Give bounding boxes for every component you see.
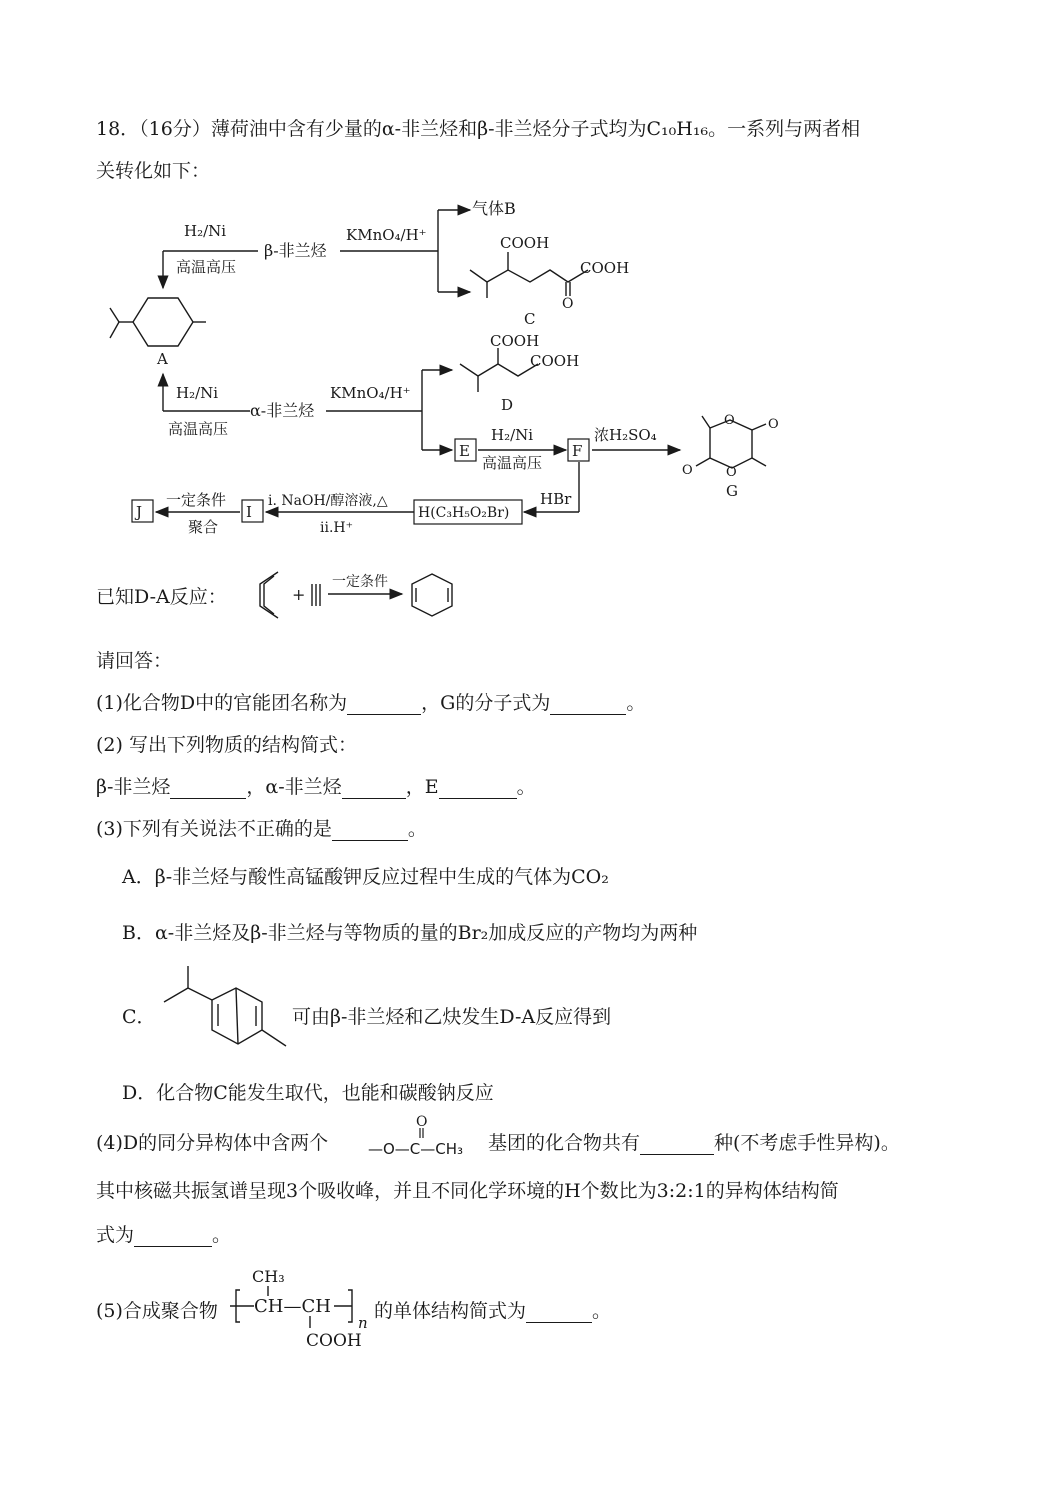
q4-part-b-line [488, 1128, 900, 1155]
polymer-chain: CH—CH [254, 1296, 331, 1317]
h2ni-bottom: H₂/Ni [176, 384, 219, 402]
high-pressure-bottom: 高温高压 [168, 420, 229, 438]
q3-end: 。 [407, 818, 427, 840]
label-i: I [246, 503, 252, 521]
q3-blank[interactable] [332, 818, 408, 841]
conc-h2so4: 浓H₂SO₄ [594, 426, 657, 444]
compound-d-structure [460, 348, 538, 392]
q4-blank-count[interactable] [640, 1132, 714, 1155]
q2-sep-2: ， [405, 776, 425, 798]
q4-group: —O—C—CH₃ [368, 1140, 464, 1158]
polymer-ch3: CH₃ [252, 1267, 285, 1286]
c-cooh-top: COOH [500, 234, 550, 252]
q3-option-d: D．化合物C能发生取代，也能和碳酸钠反应 [122, 1082, 494, 1104]
q1-blank-1[interactable] [347, 692, 421, 715]
q3 [96, 814, 427, 841]
compound-a-structure [110, 298, 206, 346]
q4-line-3 [96, 1220, 231, 1247]
c-cooh-right: COOH [580, 259, 630, 277]
q4-line-2: 其中核磁共振氢谱呈现3个吸收峰，并且不同化学环境的H个数比为3:2:1的异构体结构简 [96, 1180, 839, 1202]
q3-option-c: 可由β-非兰烃和乙炔发生D-A反应得到 [292, 1006, 612, 1028]
q2-blank-beta[interactable] [170, 776, 246, 799]
q2-blank-e[interactable] [439, 776, 517, 799]
high-pressure-ef: 高温高压 [482, 454, 543, 472]
h2ni-ef: H₂/Ni [491, 426, 534, 444]
gas-b-label: 气体B [472, 199, 516, 218]
q5-part-a: (5)合成聚合物 [96, 1300, 218, 1322]
label-d: D [501, 396, 514, 414]
q3-option-a: A．β-非兰烃与酸性高锰酸钾反应过程中生成的气体为CO₂ [122, 866, 609, 888]
label-c: C [524, 310, 536, 328]
q2-answers [96, 772, 536, 799]
q4-line-3-text: 式为 [96, 1224, 135, 1246]
g-keto-o-left: O [682, 463, 693, 478]
q2-beta: β-非兰烃 [96, 776, 171, 798]
label-j: J [136, 503, 143, 521]
hplus-condition: ii.H⁺ [320, 520, 354, 536]
da-condition: 一定条件 [332, 574, 388, 590]
q2-blank-alpha[interactable] [342, 776, 406, 799]
q1-end: 。 [626, 692, 646, 714]
q4-group-bond [412, 1126, 432, 1140]
diels-alder-diagram [250, 566, 470, 624]
label-g: G [726, 482, 738, 500]
question-line-2: 关转化如下： [96, 160, 211, 182]
q1-part-b: ，G的分子式为 [421, 692, 551, 714]
polymer-structure [228, 1264, 378, 1354]
g-ring-o-top: O [724, 413, 735, 428]
kmno4-top: KMnO₄/H⁺ [346, 226, 427, 244]
c-keto-o: O [562, 296, 574, 312]
q2-sep-1: ， [246, 776, 266, 798]
label-f: F [572, 442, 583, 460]
kmno4-bottom: KMnO₄/H⁺ [330, 384, 411, 402]
high-pressure-top: 高温高压 [176, 258, 237, 276]
q2-alpha: α-非兰烃 [265, 776, 342, 798]
d-cooh-top: COOH [490, 332, 540, 350]
naoh-condition: i. NaOH/醇溶液,△ [268, 493, 388, 509]
condition-ij: 一定条件 [166, 491, 227, 509]
label-e: E [459, 442, 470, 460]
polymer-cooh: COOH [306, 1331, 362, 1351]
g-keto-o-right: O [768, 417, 779, 432]
da-plus: + [292, 585, 306, 604]
q4-part-c: 种(不考虑手性异构)。 [714, 1132, 900, 1154]
q4-blank-structure[interactable] [134, 1224, 212, 1247]
q4-part-a: (4)D的同分异构体中含两个 [96, 1132, 329, 1154]
polymerize-label: 聚合 [188, 518, 219, 536]
compound-c-structure [470, 252, 588, 298]
q2-title: (2) 写出下列物质的结构简式： [96, 734, 357, 756]
q4-part-b: 基团的化合物共有 [488, 1132, 641, 1154]
q2-e: E [424, 776, 439, 798]
q1-part-a: (1)化合物D中的官能团名称为 [96, 692, 348, 714]
beta-label: β-非兰烃 [264, 241, 327, 260]
known-da-label: 已知D-A反应： [96, 586, 227, 608]
polymer-n: n [358, 1314, 368, 1332]
q3-option-c-label: C． [122, 1006, 156, 1028]
q4-group-o: O [416, 1114, 428, 1130]
h2ni-top: H₂/Ni [184, 222, 227, 240]
hbr-label: HBr [540, 490, 572, 508]
alpha-label: α-非兰烃 [250, 401, 315, 420]
h-formula: H(C₃H₅O₂Br) [418, 505, 510, 521]
q5-end: 。 [592, 1300, 612, 1322]
d-cooh-right: COOH [530, 352, 580, 370]
q2-end: 。 [516, 776, 536, 798]
prompt: 请回答： [96, 650, 173, 672]
q3-title: (3)下列有关说法不正确的是 [96, 818, 332, 840]
q3-option-b: B．α-非兰烃及β-非兰烃与等物质的量的Br₂加成反应的产物均为两种 [122, 922, 698, 944]
q1 [96, 688, 645, 715]
question-line-1: 18．（16分）薄荷油中含有少量的α-非兰烃和β-非兰烃分子式均为C₁₀H₁₆。一系列与两者相 [96, 118, 861, 140]
q1-blank-2[interactable] [550, 692, 626, 715]
option-c-structure [158, 962, 292, 1062]
reaction-scheme [0, 0, 1058, 560]
q5-part-b: 的单体结构简式为 [374, 1300, 527, 1322]
q5-blank[interactable] [526, 1300, 592, 1323]
label-a: A [157, 350, 168, 368]
q5-part-b-line [374, 1296, 611, 1323]
q4-end: 。 [212, 1224, 232, 1246]
g-ring-o-bottom: O [726, 465, 737, 480]
